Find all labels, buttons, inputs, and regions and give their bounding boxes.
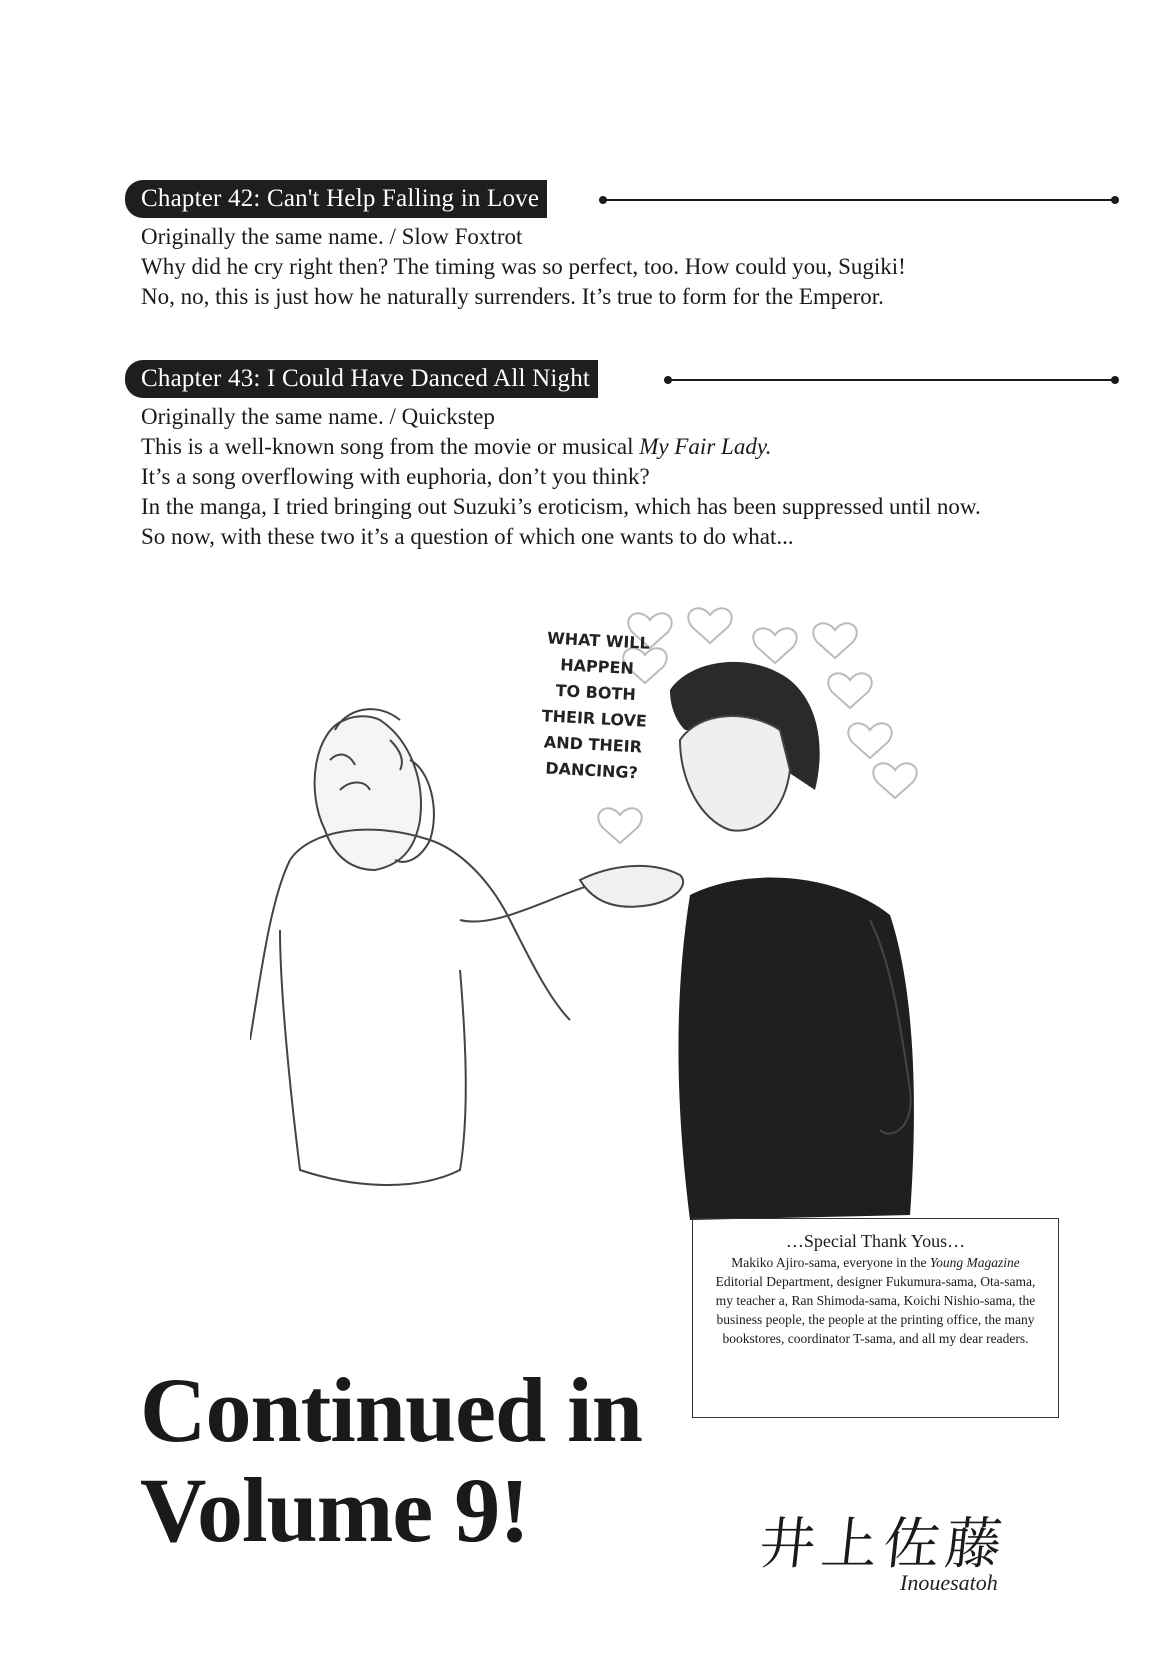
author-name: Inouesatoh xyxy=(900,1570,998,1595)
chapter-rule xyxy=(668,379,1115,381)
bubble-line: WHAT WILL xyxy=(546,628,651,653)
chapter-42-section xyxy=(125,180,1055,312)
continued-heading xyxy=(140,1360,642,1560)
thanks-text-part: Makiko Ajiro-sama, everyone in the xyxy=(731,1255,930,1270)
note-line: Originally the same name. / Slow Foxtrot xyxy=(141,224,523,249)
note-line: No, no, this is just how he naturally surrenders. It’s true to form for the Emperor. xyxy=(141,284,884,309)
magazine-title: Young Magazine xyxy=(929,1255,1020,1270)
note-line: In the manga, I tried bringing out Suzuki’s eroticism, which has been suppressed until now. xyxy=(141,494,981,519)
special-thanks-box xyxy=(692,1218,1059,1418)
continued-line: Volume 9! xyxy=(140,1459,529,1561)
note-line: So now, with these two it’s a question of which one wants to do what... xyxy=(141,524,794,549)
thanks-title: …Special Thank Yous… xyxy=(785,1231,966,1251)
note-line xyxy=(141,432,1055,462)
chapter-title: Chapter 43: I Could Have Danced All Night xyxy=(125,360,598,398)
chapter-notes xyxy=(125,222,1055,312)
note-text: This is a well-known song from the movie or musical xyxy=(141,434,640,459)
bubble-line: AND THEIR xyxy=(543,732,643,757)
note-line: It’s a song overflowing with euphoria, don’t you think? xyxy=(141,464,650,489)
continued-line: Continued in xyxy=(140,1359,642,1461)
chapter-title: Chapter 42: Can't Help Falling in Love xyxy=(125,180,547,218)
speech-bubble xyxy=(521,624,669,787)
bubble-line: HAPPEN xyxy=(559,655,635,678)
chapter-43-section xyxy=(125,360,1055,552)
thanks-text-part: Editorial Department, designer Fukumura-sama, Ota-sama, my teacher a, Ran Shimoda-sama, Koichi Nishio-sama, the business people, the people at the printing office, the many bookstores, coordinator T-sama, and all my dear readers. xyxy=(715,1274,1036,1346)
chapter-header xyxy=(125,180,1055,218)
author-signature: 井上佐藤 xyxy=(756,1512,1011,1577)
bubble-line: DANCING? xyxy=(544,758,639,783)
bubble-line: TO BOTH xyxy=(555,680,637,705)
film-title: My Fair Lady. xyxy=(639,434,772,459)
chapter-header xyxy=(125,360,1055,398)
chapter-rule xyxy=(603,199,1115,201)
chapter-notes xyxy=(125,402,1055,552)
note-line: Originally the same name. / Quickstep xyxy=(141,404,495,429)
thanks-text xyxy=(693,1253,1058,1348)
note-line: Why did he cry right then? The timing was so perfect, too. How could you, Sugiki! xyxy=(141,254,906,279)
bubble-line: THEIR LOVE xyxy=(541,706,648,731)
